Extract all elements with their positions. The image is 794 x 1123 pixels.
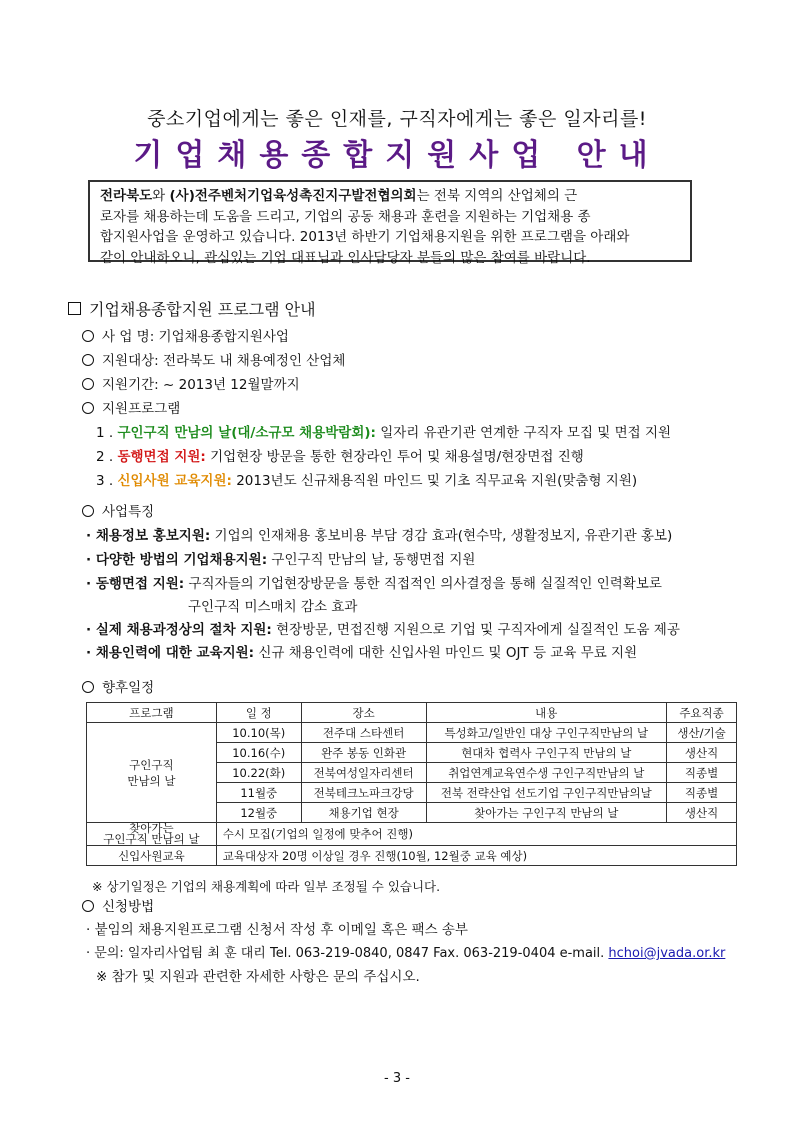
info-programs-label-text: 지원프로그램	[102, 401, 181, 417]
intro-org-1: 전라북도	[100, 188, 153, 204]
place-cell: 채용기업 현장	[301, 803, 426, 823]
program-desc: 기업현장 방문을 통한 현장라인 투어 및 채용설명/현장면접 진행	[205, 449, 584, 465]
date-cell: 10.22(화)	[216, 763, 301, 783]
info-period	[82, 373, 300, 393]
group-name-cell	[87, 723, 217, 823]
program-item-1	[96, 421, 671, 441]
program-item-3	[96, 469, 637, 489]
job-cell: 직종별	[667, 783, 737, 803]
feature-desc: 기업의 인재채용 홍보비용 부담 경감 효과(현수막, 생활정보지, 유관기관 홍보)	[210, 528, 673, 544]
table-row	[87, 723, 737, 743]
training-name-cell: 신입사원교육	[87, 846, 217, 866]
square-bullet-icon	[68, 302, 81, 315]
job-cell: 생산직	[667, 803, 737, 823]
apply-line-3: ※ 참가 및 지원과 관련한 자세한 사항은 문의 주십시오.	[96, 969, 420, 985]
subtitle: 중소기업에게는 좋은 인재를, 구직자에게는 좋은 일자리를!	[147, 108, 647, 130]
feature-desc: 신규 채용인력에 대한 신입사원 마인드 및 OJT 등 교육 무료 지원	[254, 645, 638, 661]
date-cell: 10.16(수)	[216, 743, 301, 763]
feature-name: · 실제 채용과정상의 절차 지원:	[86, 622, 272, 638]
feature-name: · 다양한 방법의 기업채용지원:	[86, 552, 268, 568]
circle-bullet-icon	[82, 402, 94, 414]
info-programs-label	[82, 397, 180, 417]
program-num: 2 .	[96, 449, 114, 465]
job-cell: 직종별	[667, 763, 737, 783]
visiting-name-line: 구인구직 만남의 날	[103, 832, 200, 846]
feature-item-3-continuation: 구인구직 미스매치 감소 효과	[188, 599, 358, 615]
job-cell: 생산/기술	[667, 723, 737, 743]
intro-line-1	[100, 186, 680, 207]
feature-name: · 동행면접 지원:	[86, 576, 185, 592]
features-label-text: 사업특징	[102, 504, 155, 520]
feature-desc: 구인구직 만남의 날, 동행면접 지원	[267, 552, 476, 568]
date-cell: 12월중	[216, 803, 301, 823]
schedule-note: ※ 상기일정은 기업의 채용계획에 따라 일부 조정될 수 있습니다.	[92, 879, 441, 894]
circle-bullet-icon	[82, 378, 94, 390]
circle-bullet-icon	[82, 681, 94, 693]
info-project-text: 사 업 명: 기업채용종합지원사업	[102, 329, 289, 345]
program-item-2	[96, 445, 584, 465]
apply-line-1: · 붙임의 채용지원프로그램 신청서 작성 후 이메일 혹은 팩스 송부	[86, 922, 468, 938]
circle-bullet-icon	[82, 900, 94, 912]
table-header-cell: 주요직종	[667, 703, 737, 723]
program-name: 구인구직 만남의 날(대/소규모 채용박람회):	[117, 425, 376, 441]
content-cell: 특성화고/일반인 대상 구인구직만남의 날	[426, 723, 667, 743]
feature-name: · 채용인력에 대한 교육지원:	[86, 645, 255, 661]
feature-item-4	[86, 618, 680, 638]
feature-name: · 채용정보 홍보지원:	[86, 528, 211, 544]
place-cell: 전북테크노파크강당	[301, 783, 426, 803]
intro-box	[88, 180, 692, 266]
apply-label	[82, 895, 154, 915]
visiting-name-line: 찾아가는	[129, 821, 174, 835]
program-desc: 2013년도 신규채용직원 마인드 및 기초 직무교육 지원(맞춤형 지원)	[231, 473, 638, 489]
program-name: 동행면접 지원:	[117, 449, 206, 465]
table-header-cell: 내용	[426, 703, 667, 723]
table-header-cell: 장소	[301, 703, 426, 723]
page-number: - 3 -	[384, 1071, 410, 1086]
content-cell: 현대차 협력사 구인구직 만남의 날	[426, 743, 667, 763]
section-title	[68, 297, 316, 320]
job-cell: 생산직	[667, 743, 737, 763]
table-header-cell: 일 정	[216, 703, 301, 723]
circle-bullet-icon	[82, 505, 94, 517]
group-name-line: 만남의 날	[127, 773, 176, 788]
apply-contact: · 문의: 일자리사업팀 최 훈 대리 Tel. 063-219-0840, 0847 Fax. 063-219-0404 e-mail.	[86, 946, 609, 961]
visiting-desc-cell: 수시 모집(기업의 일정에 맞추어 진행)	[216, 823, 736, 846]
program-num: 3 .	[96, 473, 114, 489]
content-cell: 전북 전략산업 선도기업 구인구직만남의날	[426, 783, 667, 803]
info-period-text: 지원기간: ~ 2013년 12월말까지	[102, 377, 300, 393]
date-cell: 10.10(목)	[216, 723, 301, 743]
feature-item-1	[86, 524, 672, 544]
intro-line-1-rest: 는 전북 지역의 산업체의 근	[416, 188, 578, 204]
intro-conj: 와	[152, 188, 170, 204]
place-cell: 완주 봉동 인화관	[301, 743, 426, 763]
visiting-name-cell	[87, 823, 217, 846]
intro-line-3: 합지원사업을 운영하고 있습니다. 2013년 하반기 기업채용지원을 위한 프로그램을 아래와	[100, 229, 630, 245]
program-num: 1 .	[96, 425, 114, 441]
circle-bullet-icon	[82, 330, 94, 342]
group-name-line: 구인구직	[129, 757, 174, 772]
schedule-label	[82, 676, 154, 696]
content-cell: 취업연계교육연수생 구인구직만남의 날	[426, 763, 667, 783]
content-cell: 찾아가는 구인구직 만남의 날	[426, 803, 667, 823]
apply-line-2	[86, 942, 725, 961]
place-cell: 전북여성일자리센터	[301, 763, 426, 783]
circle-bullet-icon	[82, 354, 94, 366]
info-target	[82, 349, 345, 369]
info-project	[82, 325, 289, 345]
table-row	[87, 846, 737, 866]
schedule-label-text: 향후일정	[102, 680, 155, 696]
feature-desc: 구직자들의 기업현장방문을 통한 직접적인 의사결정을 통해 실질적인 인력확보로	[184, 576, 662, 592]
program-desc: 일자리 유관기관 연계한 구직자 모집 및 면접 지원	[375, 425, 672, 441]
section-title-text: 기업채용종합지원 프로그램 안내	[89, 300, 316, 319]
features-label	[82, 500, 154, 520]
date-cell: 11월중	[216, 783, 301, 803]
apply-label-text: 신청방법	[102, 899, 155, 915]
table-header-row	[87, 703, 737, 723]
info-target-text: 지원대상: 전라북도 내 채용예정인 산업체	[102, 353, 346, 369]
table-row	[87, 823, 737, 846]
program-name: 신입사원 교육지원:	[117, 473, 232, 489]
feature-item-5	[86, 641, 637, 661]
feature-item-3	[86, 572, 662, 592]
feature-item-2	[86, 548, 475, 568]
intro-line-4: 같이 안내하오니, 관심있는 기업 대표님과 인사담당자 분들의 많은 참여를 바랍니다.	[100, 249, 591, 266]
intro-org-2: (사)전주벤처기업육성촉진지구발전협의회	[169, 188, 417, 204]
email-link[interactable]: hchoi@jvada.or.kr	[608, 946, 726, 961]
feature-desc: 현장방문, 면접진행 지원으로 기업 및 구직자에게 실질적인 도움 제공	[271, 622, 680, 638]
intro-line-2: 로자를 채용하는데 도움을 드리고, 기업의 공동 채용과 훈련을 지원하는 기업채용 종	[100, 208, 591, 225]
schedule-table	[86, 702, 737, 866]
page-title: 기업채용종합지원사업 안내	[133, 138, 661, 173]
place-cell: 전주대 스타센터	[301, 723, 426, 743]
training-desc-cell: 교육대상자 20명 이상일 경우 진행(10월, 12월중 교육 예상)	[216, 846, 736, 866]
table-header-cell: 프로그램	[87, 703, 217, 723]
